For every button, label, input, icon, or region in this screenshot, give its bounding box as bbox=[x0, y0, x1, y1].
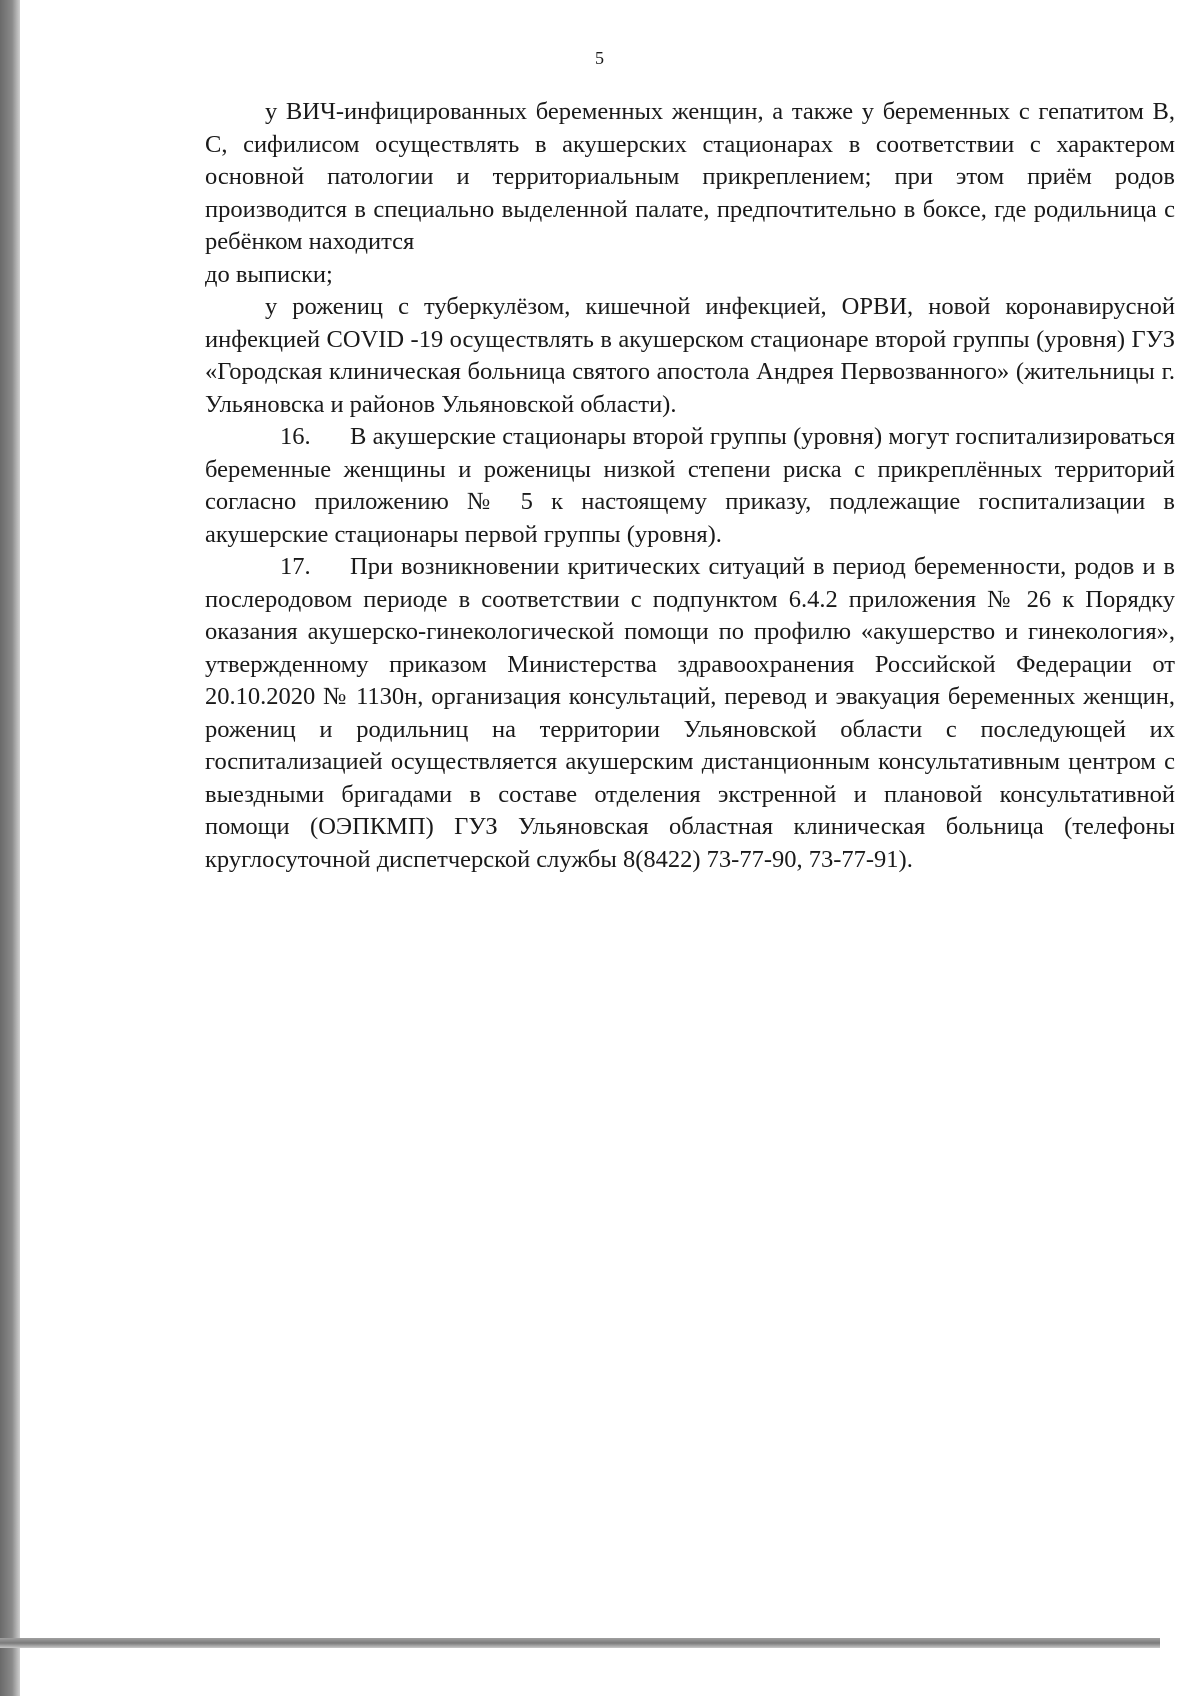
paragraph-item-17 bbox=[205, 551, 1175, 876]
paragraph-item-16 bbox=[205, 421, 1175, 551]
document-body bbox=[205, 96, 1175, 876]
paragraph-hiv-continuation: до выписки; bbox=[205, 260, 333, 288]
paragraph-tuberculosis: у рожениц с туберкулёзом, кишечной инфекцией, ОРВИ, новой коронавирусной инфекцией COVID -19 осуществлять в акушерском стационаре второй группы (уровня) ГУЗ «Городская клиническая больница святого апостола Андрея Первозванного» (жительницы г. Ульяновска и районов Ульяновской области). bbox=[205, 293, 1175, 418]
item-number-16: 16. bbox=[280, 423, 311, 450]
item-16-text: В акушерские стационары второй группы (уровня) могут госпитализироваться беременные женщины и роженицы низкой степени риска с прикреплённых территорий согласно приложению № 5 к настоящему приказу, подлежащие госпитализации в акушерские стационары первой группы (уровня). bbox=[205, 423, 1175, 548]
scan-edge-left bbox=[0, 0, 20, 1696]
item-17-text: При возникновении критических ситуаций в период беременности, родов и в послеродовом периоде в соответствии с подпунктом 6.4.2 приложения № 26 к Порядку оказания акушерско-гинекологической помощи по профилю «акушерство и гинекология», утвержденному приказом Министерства здравоохранения Российской Федерации от 20.10.2020 № 1130н, организация консультаций, перевод и эвакуация беременных женщин, рожениц и родильниц на территории Ульяновской области с последующей их госпитализацией осуществляется акушерским дистанционным консультативным центром с выездными бригадами в составе отделения экстренной и плановой консультативной помощи (ОЭПКМП) ГУЗ Ульяновская областная клиническая больница (телефоны круглосуточной диспетчерской службы 8(8422) 73-77-90, 73-77-91). bbox=[205, 553, 1175, 873]
item-number-17: 17. bbox=[280, 553, 311, 580]
paragraph-hiv: у ВИЧ-инфицированных беременных женщин, а также у беременных с гепатитом В, С, сифилисом осуществлять в акушерских стационарах в соответствии с характером основной патологии и территориальным прикреплением; при этом приём родов производится в специально выделенной палате, предпочтительно в боксе, где родильница с ребёнком находится bbox=[205, 98, 1175, 255]
page-number: 5 bbox=[595, 48, 605, 68]
scan-edge-bottom bbox=[0, 1638, 1160, 1648]
